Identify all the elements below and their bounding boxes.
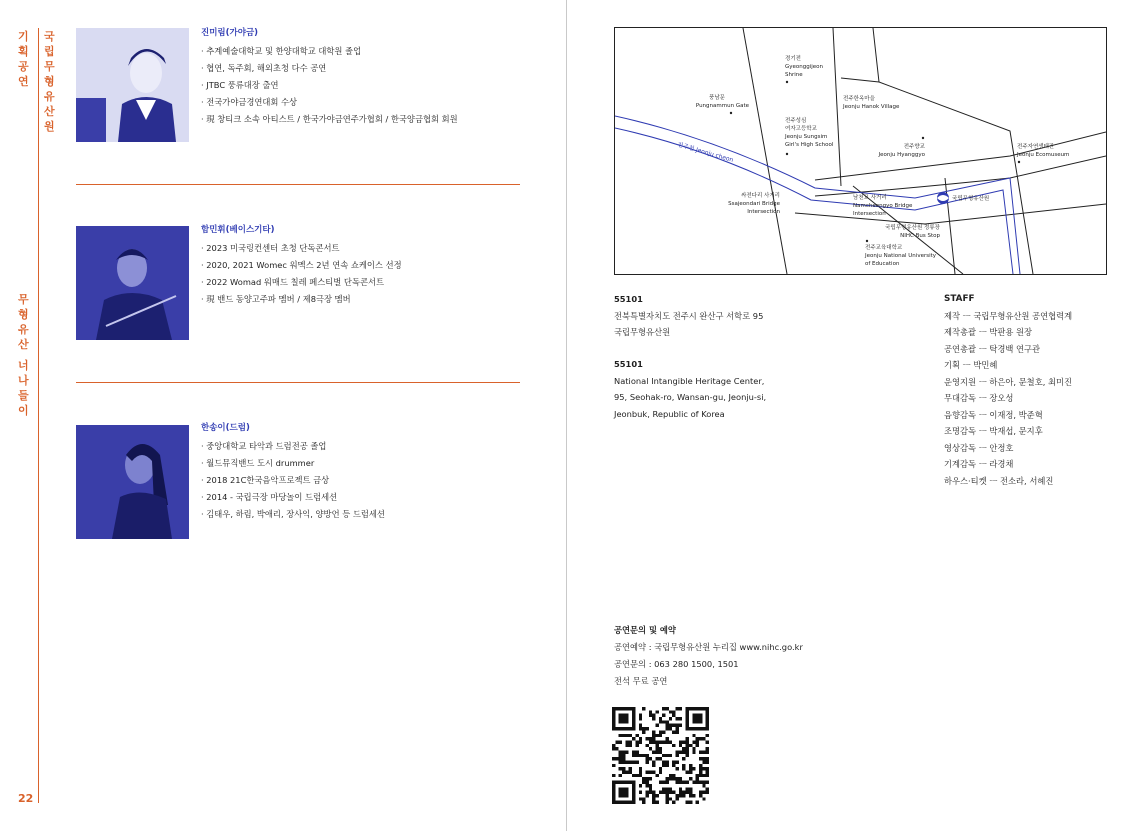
bio-item: · 2022 Womad 워매드 칠레 페스티벌 단독콘서트: [201, 277, 385, 287]
map-label: Shrine: [785, 72, 803, 78]
bio-item: · JTBC 풍류대장 출연: [201, 80, 279, 90]
side-label-lower: 무 형 유 산 너 나 들 이: [18, 293, 29, 417]
performer-name: 함민휘(베이스기타): [201, 225, 275, 235]
staff-line: 제작 ㅡ 국립무형유산원 공연협력계: [944, 310, 1073, 321]
bio-item: · 김태우, 하림, 박애리, 장사익, 양방언 등 드럼세션: [201, 509, 385, 519]
address-korean: [614, 291, 763, 341]
staff-line: 제작총괄 ㅡ 박판용 원장: [944, 327, 1033, 337]
contact-title: 공연문의 및 예약: [614, 625, 676, 635]
address-line: National Intangible Heritage Center,: [614, 375, 765, 386]
address-line: 95, Seohak-ro, Wansan-gu, Jeonju-si,: [614, 392, 767, 402]
bio-item: · 협연, 독주회, 해외초청 다수 공연: [201, 63, 327, 73]
vertical-rule: [38, 28, 39, 803]
bio-item: · 2020, 2021 Womec 워멕스 2년 연속 쇼케이스 선정: [201, 260, 402, 270]
postcode: 55101: [614, 294, 643, 304]
divider: [76, 184, 520, 185]
map-label: Pungnammun Gate: [695, 103, 749, 109]
bio-item: · 2023 미국링컨센터 초청 단독콘서트: [201, 243, 340, 253]
map-label-nihc: 국립무형유산원: [952, 196, 990, 202]
bio-item: · 現 창티크 소속 아티스트 / 한국가야금연주가협회 / 한국양금협회 회원: [201, 114, 458, 124]
page-number: 22: [18, 792, 34, 805]
bio-item: · 現 밴드 동양고주파 멤버 / 제8극장 멤버: [201, 294, 351, 304]
performer-name: 진미림(가야금): [201, 28, 259, 38]
nihc-logo-icon: [937, 192, 949, 204]
bio-item: · 전국가야금경연대회 수상: [201, 97, 298, 107]
map-label: Ssajeondari Bridge: [728, 201, 780, 207]
map-label: 전주향교: [903, 144, 925, 150]
staff-line: 기획 ㅡ 박민혜: [944, 360, 998, 370]
staff-title: STAFF: [944, 294, 975, 304]
map-label: Jeonju Hyanggyo: [878, 152, 925, 158]
side-label-primary: 국 립 무 형 유 산 원: [44, 30, 55, 133]
map-label: Jeonju Ecomuseum: [1017, 152, 1070, 158]
divider: [76, 382, 520, 383]
performer-bio-2: [201, 222, 402, 308]
bio-item: · 2018 21C한국음악프로젝트 금상: [201, 475, 330, 485]
performer-photo-1: [76, 28, 189, 142]
postcode: 55101: [614, 359, 643, 369]
performer-bio-1: [201, 25, 458, 128]
map-label: 전주자연생태관: [1017, 144, 1055, 150]
map-label-stream: 전주천 Jeonju cheon: [676, 141, 735, 164]
contact-line: 공연문의 : 063 280 1500, 1501: [614, 659, 739, 669]
map-label: Intersection: [853, 211, 886, 217]
qr-code[interactable]: [612, 707, 709, 804]
map-label: 여자고등학교: [785, 126, 817, 132]
contact-info: [614, 622, 803, 690]
map-label: 싸전다리 사거리: [741, 193, 780, 199]
map-label: 남천교 사거리: [853, 195, 887, 201]
map-label: 전주교육대학교: [865, 245, 903, 251]
staff-line: 무대감독 ㅡ 장오성: [944, 393, 1014, 403]
address-line: 전북특별자치도 전주시 완산구 서학로 95: [614, 310, 764, 321]
page-spine: [566, 0, 567, 831]
performer-photo-2: [76, 226, 189, 340]
address-english: [614, 356, 766, 422]
address-line: 국립무형유산원: [614, 327, 671, 337]
map-label: Jeonju Hanok Village: [843, 104, 900, 110]
map-label: 전주한옥마을: [843, 96, 875, 102]
bio-item: · 월드뮤직밴드 도시 drummer: [201, 458, 315, 468]
left-page: [0, 0, 566, 831]
map-label: Gyeonggijeon: [785, 64, 824, 70]
staff-credits: [944, 291, 1072, 489]
performer-bio-3: [201, 420, 385, 523]
location-map: [614, 27, 1107, 275]
map-label: Jeonju Sungsim: [785, 134, 828, 140]
map-label: Jeonju National University: [865, 253, 937, 259]
contact-line: 전석 무료 공연: [614, 676, 668, 686]
bio-item: · 2014 - 국립극장 마당놀이 드럼세션: [201, 492, 338, 502]
performer-photo-3: [76, 425, 189, 539]
map-label: Girl's High School: [785, 142, 834, 148]
map-label: Namcheongyo Bridge: [853, 203, 913, 209]
side-label-secondary: 기 획 공 연: [18, 30, 29, 88]
map-label: Intersection: [747, 209, 780, 215]
staff-line: 음향감독 ㅡ 이재정, 박준혁: [944, 409, 1043, 420]
map-label: 경기전: [785, 56, 801, 62]
bio-item: · 중앙대학교 타악과 드럼전공 졸업: [201, 441, 327, 451]
staff-line: 조명감독 ㅡ 박재섭, 문지후: [944, 426, 1043, 436]
staff-line: 공연총괄 ㅡ 탁경백 연구관: [944, 343, 1041, 354]
address-line: Jeonbuk, Republic of Korea: [614, 408, 725, 419]
map-label: NIHC Bus Stop: [900, 233, 940, 239]
contact-line: 공연예약 : 국립무형유산원 누리집 www.nihc.go.kr: [614, 642, 803, 652]
staff-line: 하우스·티켓 ㅡ 전소라, 서혜진: [944, 475, 1054, 486]
staff-line: 기계감독 ㅡ 라경채: [944, 459, 1014, 469]
map-label: 전주성심: [785, 118, 807, 124]
staff-line: 운영지원 ㅡ 하은아, 문철호, 최미진: [944, 376, 1073, 387]
map-label: 풍남문: [709, 95, 725, 101]
bio-item: · 추계예술대학교 및 한양대학교 대학원 졸업: [201, 46, 362, 56]
map-label: 국립무형유산원 정류장: [885, 225, 940, 231]
map-label: of Education: [865, 261, 900, 267]
performer-name: 한송이(드럼): [201, 423, 250, 433]
staff-line: 영상감독 ㅡ 안정호: [944, 442, 1014, 453]
